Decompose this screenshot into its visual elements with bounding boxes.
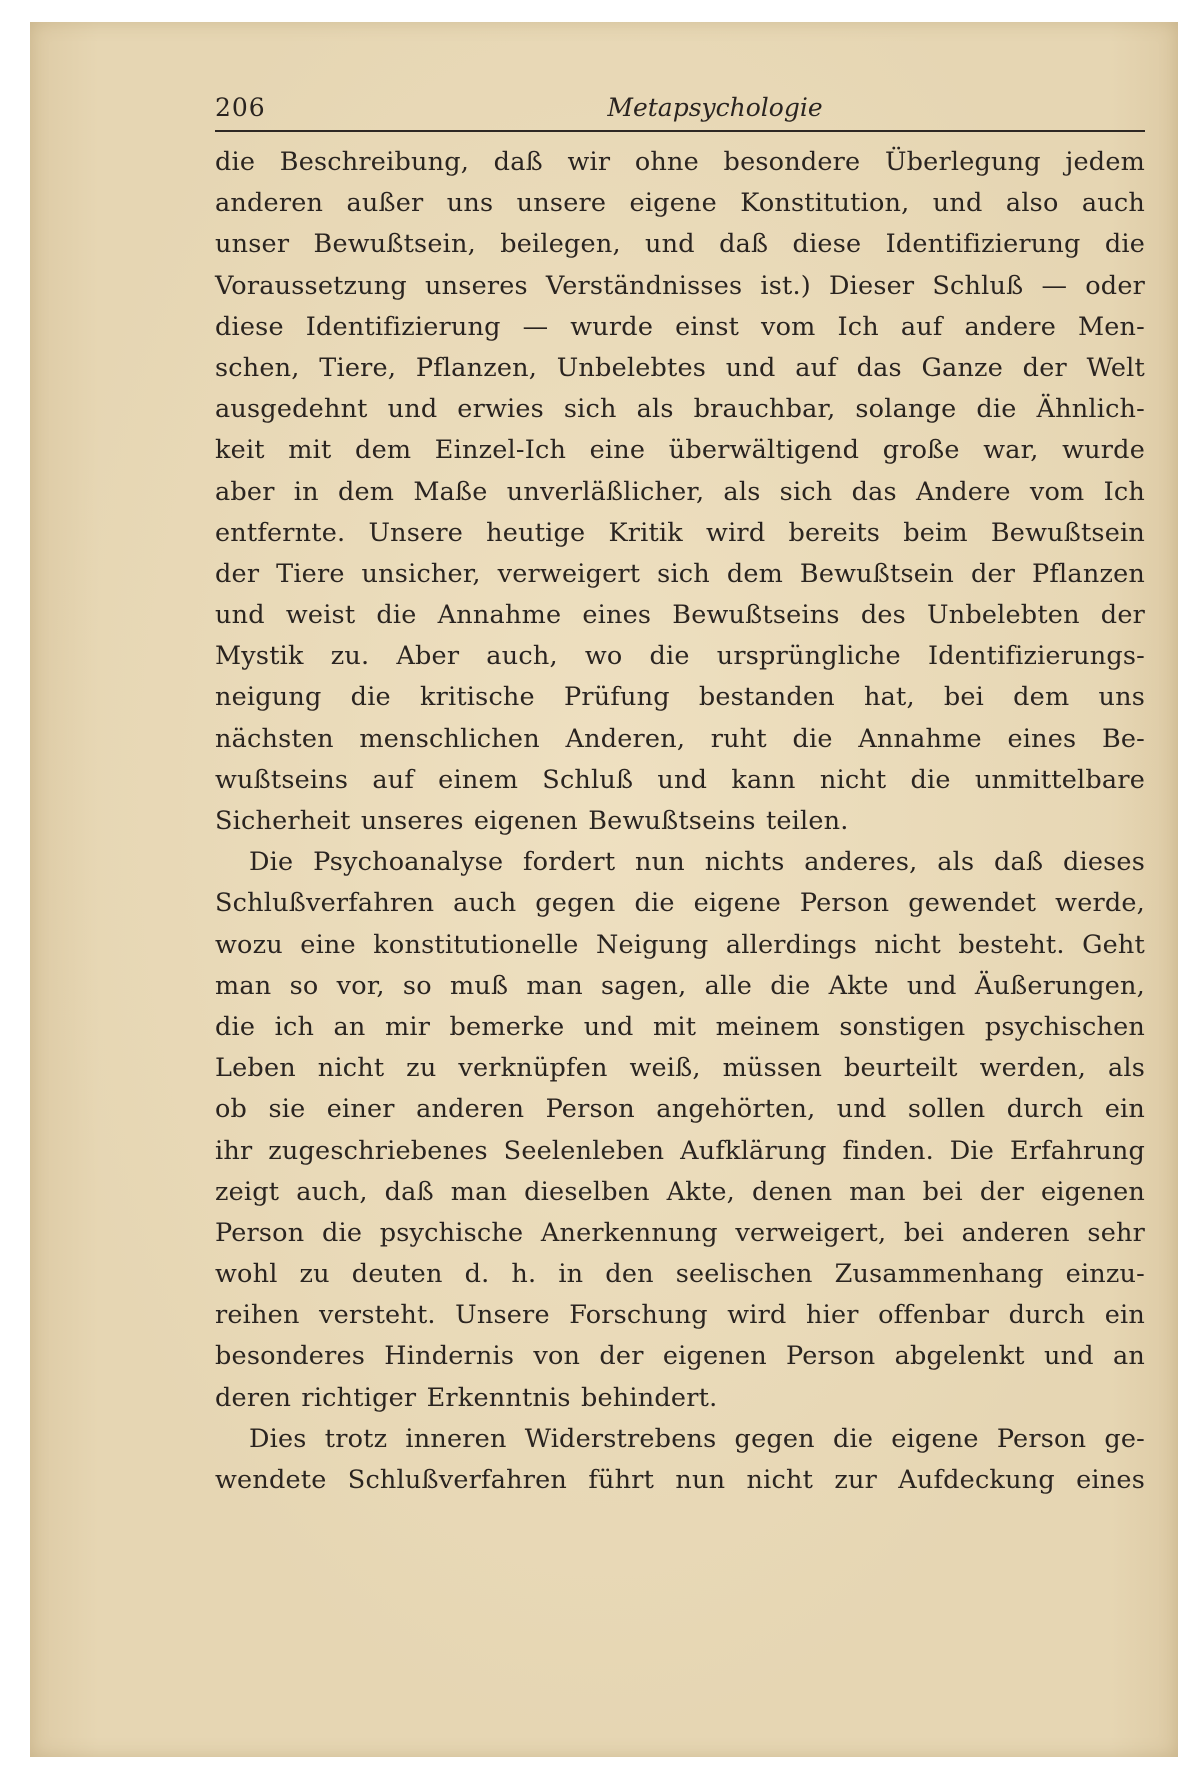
text-line: ausgedehnt und erwies sich als brauchbar, solange die Ähnlich-	[215, 394, 1145, 425]
text-line: und weist die Annahme eines Bewußtseins des Unbelebten der	[215, 600, 1145, 631]
text-line: zeigt auch, daß man dieselben Akte, denen man bei der eigenen	[215, 1176, 1145, 1207]
text-line: Die Psychoanalyse fordert nun nichts anderes, als daß dieses	[249, 847, 1145, 878]
text-line: anderen außer uns unsere eigene Konstitution, und also auch	[215, 188, 1145, 219]
text-line: unser Bewußtsein, beilegen, und daß diese Identifizierung die	[215, 229, 1145, 260]
text-line: ob sie einer anderen Person angehörten, und sollen durch ein	[215, 1094, 1145, 1125]
text-line: Person die psychische Anerkennung verweigert, bei anderen sehr	[215, 1217, 1145, 1248]
text-line: Schlußverfahren auch gegen die eigene Person gewendet werde,	[215, 888, 1145, 919]
text-line: die ich an mir bemerke und mit meinem sonstigen psychischen	[215, 1011, 1145, 1042]
text-line: wozu eine konstitutionelle Neigung allerdings nicht besteht. Geht	[215, 929, 1145, 960]
running-head	[215, 90, 1145, 126]
text-line: diese Identifizierung — wurde einst vom Ich auf andere Men-	[215, 311, 1145, 342]
text-line: Mystik zu. Aber auch, wo die ursprüngliche Identifizierungs-	[215, 641, 1145, 672]
text-line: wohl zu deuten d. h. in den seelischen Zusammenhang einzu-	[215, 1259, 1145, 1290]
text-line: Voraussetzung unseres Verständnisses ist.) Dieser Schluß — oder	[215, 270, 1145, 301]
text-line: der Tiere unsicher, verweigert sich dem Bewußtsein der Pflanzen	[215, 558, 1145, 589]
text-line: keit mit dem Einzel-Ich eine überwältigend große war, wurde	[215, 435, 1145, 466]
text-line: Sicherheit unseres eigenen Bewußtseins teilen.	[215, 806, 849, 836]
text-line: schen, Tiere, Pflanzen, Unbelebtes und auf das Ganze der Welt	[215, 352, 1145, 383]
text-line: aber in dem Maße unverläßlicher, als sich das Andere vom Ich	[215, 476, 1145, 507]
header-rule	[215, 130, 1145, 132]
text-line: deren richtiger Erkenntnis behindert.	[215, 1382, 718, 1413]
text-line: neigung die kritische Prüfung bestanden hat, bei dem uns	[215, 682, 1145, 713]
text-line: entfernte. Unsere heutige Kritik wird bereits beim Bewußtsein	[215, 517, 1145, 548]
text-line: die Beschreibung, daß wir ohne besondere Überlegung jedem	[215, 147, 1145, 177]
page-number: 206	[215, 93, 266, 122]
text-line: ihr zugeschriebenes Seelenleben Aufklärung finden. Die Erfahrung	[215, 1135, 1145, 1166]
text-line: Dies trotz inneren Widerstrebens gegen die eigene Person ge-	[249, 1423, 1145, 1454]
text-line: wendete Schlußverfahren führt nun nicht zur Aufdeckung eines	[215, 1465, 1145, 1495]
text-line: nächsten menschlichen Anderen, ruht die Annahme eines Be-	[215, 723, 1145, 754]
book-page	[215, 90, 1145, 1501]
running-title: Metapsychologie	[607, 93, 823, 122]
text-line: besonderes Hindernis von der eigenen Person abgelenkt und an	[215, 1341, 1145, 1372]
text-line: Leben nicht zu verknüpfen weiß, müssen beurteilt werden, als	[215, 1053, 1145, 1084]
text-line: man so vor, so muß man sagen, alle die Akte und Äußerungen,	[215, 970, 1145, 1001]
text-line: reihen versteht. Unsere Forschung wird hier offenbar durch ein	[215, 1300, 1145, 1331]
text-line: wußtseins auf einem Schluß und kann nicht die unmittelbare	[215, 764, 1145, 795]
body-text	[215, 142, 1145, 1501]
